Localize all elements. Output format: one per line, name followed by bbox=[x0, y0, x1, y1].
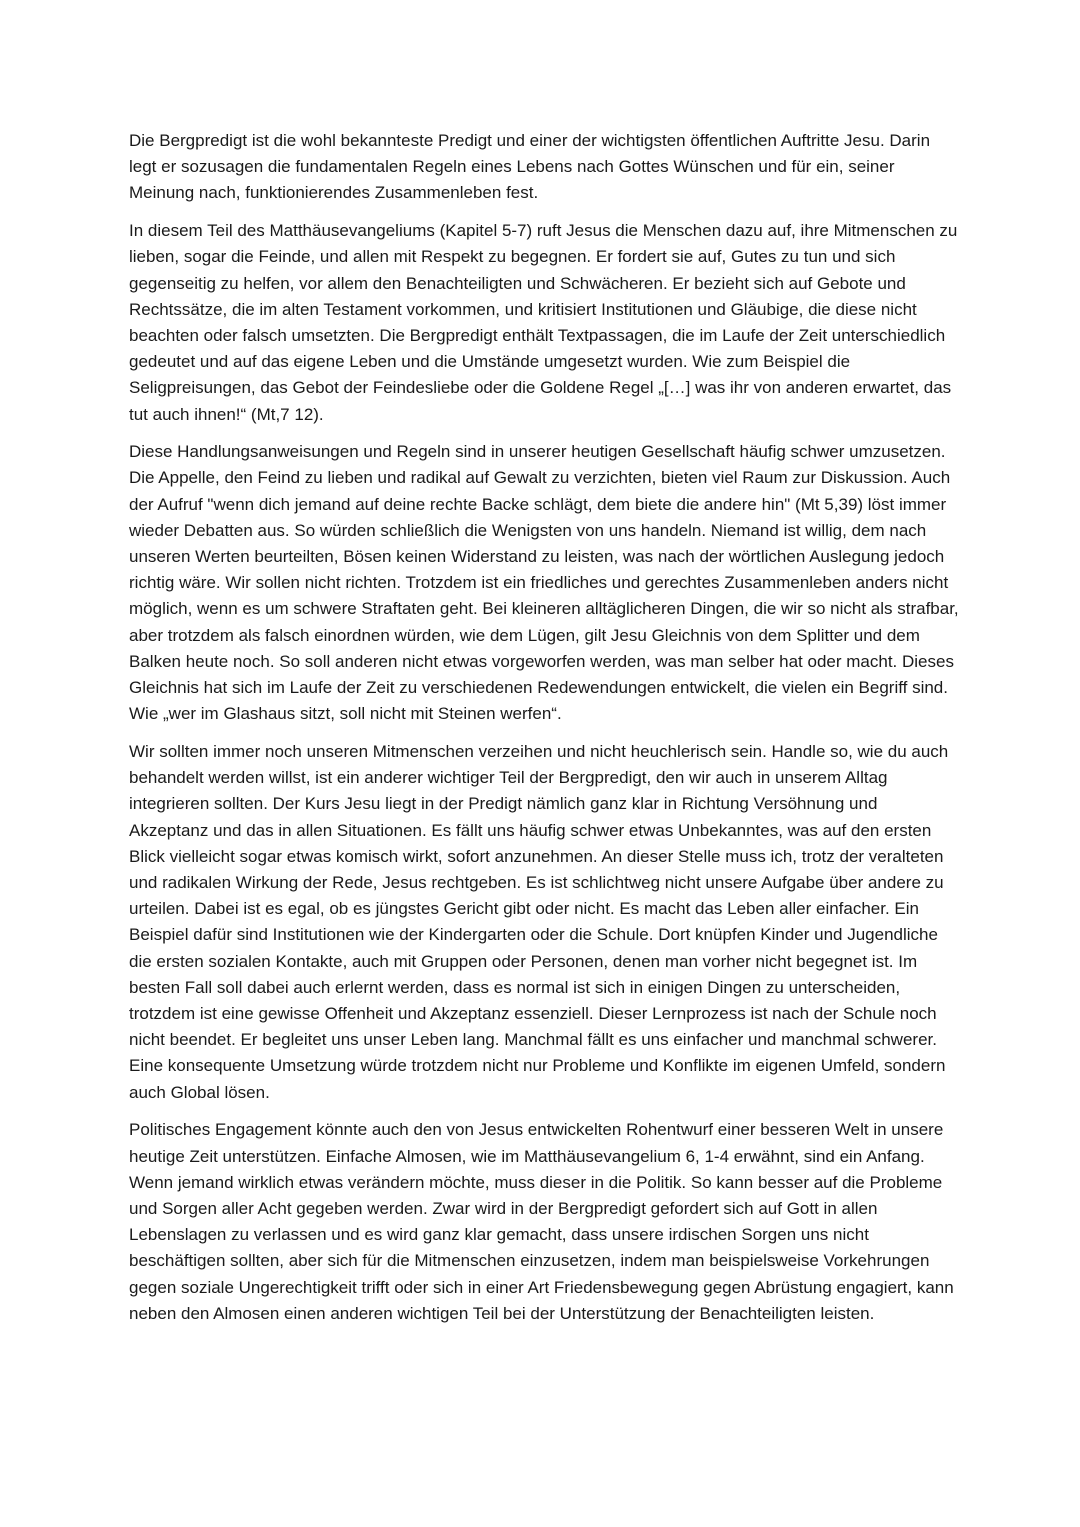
paragraph-intro: Die Bergpredigt ist die wohl bekannteste Predigt und einer der wichtigsten öffentlichen Auftritte Jesu. Darin legt er sozusagen die fundamentalen Regeln eines Lebens nach Gottes Wünschen und für ein, seiner Meinung nach, funktionierendes Zusammenleben fest. bbox=[129, 131, 931, 203]
paragraph-forgiveness: Wir sollten immer noch unseren Mitmenschen verzeihen und nicht heuchlerisch sein. Handle so, wie du auch behandelt werden willst, ist ein anderer wichtiger Teil der Bergpredigt, den wir auch in unserem Alltag integrieren sollten. Der Kurs Jesu liegt in der Predigt nämlich ganz klar in Richtung Versöhnung und Akzeptanz und das in allen Situationen. Es fällt uns häufig schwer etwas Unbekanntes, was auf den ersten Blick vielleicht sogar etwas komisch wirkt, sofort anzunehmen. An dieser Stelle muss ich, trotz der veralteten und radikalen Wirkung der Rede, Jesus rechtgeben. Es ist schlichtweg nicht unsere Aufgabe über andere zu urteilen. Dabei ist es egal, ob es jüngstes Gericht gibt oder nicht. Es macht das Leben aller einfacher. Ein Beispiel dafür sind Institutionen wie der Kindergarten oder die Schule. Dort knüpfen Kinder und Jugendliche die ersten sozialen Kontakte, auch mit Gruppen oder Personen, denen man vorher nicht begegnet ist. Im besten Fall soll dabei auch erlernt werden, dass es normal ist sich in einigen Dingen zu unterscheiden, trotzdem ist eine gewisse Offenheit und Akzeptanz essenziell. Dieser Lernprozess ist nach der Schule noch nicht beendet. Er begleitet uns unser Leben lang. Manchmal fällt es uns einfacher und manchmal schwerer. Eine konsequente Umsetzung würde trotzdem nicht nur Probleme und Konflikte im eigenen Umfeld, sondern auch Global lösen. bbox=[129, 741, 949, 1102]
document-page bbox=[129, 128, 959, 1338]
paragraph-political-engagement: Politisches Engagement könnte auch den von Jesus entwickelten Rohentwurf einer besseren Welt in unsere heutige Zeit unterstützen. Einfache Almosen, wie im Matthäusevangelium 6, 1-4 erwähnt, sind ein Anfang. Wenn jemand wirklich etwas verändern möchte, muss dieser in die Politik. So kann besser auf die Probleme und Sorgen aller Acht gegeben werden. Zwar wird in der Bergpredigt gefordert sich auf Gott in allen Lebenslagen zu verlassen und es wird ganz klar gemacht, dass unsere irdischen Sorgen uns nicht beschäftigen sollten, aber sich für die Mitmenschen einzusetzen, indem man beispielsweise Vorkehrungen gegen soziale Ungerechtigkeit trifft oder sich in einer Art Friedensbewegung gegen Abrüstung engagiert, kann neben den Almosen einen anderen wichtigen Teil bei der Unterstützung der Benachteiligten leisten. bbox=[129, 1120, 954, 1323]
paragraph-modern-society: Diese Handlungsanweisungen und Regeln sind in unserer heutigen Gesellschaft häufig schwer umzusetzen. Die Appelle, den Feind zu lieben und radikal auf Gewalt zu verzichten, bieten viel Raum zur Diskussion. Auch der Aufruf "wenn dich jemand auf deine rechte Backe schlägt, dem biete die andere hin" (Mt 5,39) löst immer wieder Debatten aus. So würden schließlich die Wenigsten von uns handeln. Niemand ist willig, dem nach unseren Werten beurteilten, Bösen keinen Widerstand zu leisten, was nach der wörtlichen Auslegung jedoch richtig wäre. Wir sollen nicht richten. Trotzdem ist ein friedliches und gerechtes Zusammenleben anders nicht möglich, wenn es um schwere Straftaten geht. Bei kleineren alltäglicheren Dingen, die wir so nicht als strafbar, aber trotzdem als falsch einordnen würden, wie dem Lügen, gilt Jesu Gleichnis von dem Splitter und dem Balken heute noch. So soll anderen nicht etwas vorgeworfen werden, was man selber hat oder macht. Dieses Gleichnis hat sich im Laufe der Zeit zu verschiedenen Redewendungen entwickelt, die vielen ein Begriff sind. Wie „wer im Glashaus sitzt, soll nicht mit Steinen werfen“. bbox=[129, 442, 959, 724]
paragraph-matthew-summary: In diesem Teil des Matthäusevangeliums (Kapitel 5-7) ruft Jesus die Menschen dazu auf, ihre Mitmenschen zu lieben, sogar die Feinde, und allen mit Respekt zu begegnen. Er fordert sie auf, Gutes zu tun und sich gegenseitig zu helfen, vor allem den Benachteiligten und Schwächeren. Er bezieht sich auf Gebote und Rechtssätze, die im alten Testament vorkommen, und kritisiert Institutionen und Gläubige, die diese nicht beachten oder falsch umsetzten. Die Bergpredigt enthält Textpassagen, die im Laufe der Zeit unterschiedlich gedeutet und auf das eigene Leben und die Umstände umgesetzt wurden. Wie zum Beispiel die Seligpreisungen, das Gebot der Feindesliebe oder die Goldene Regel „[…] was ihr von anderen erwartet, das tut auch ihnen!“ (Mt,7 12). bbox=[129, 221, 958, 424]
